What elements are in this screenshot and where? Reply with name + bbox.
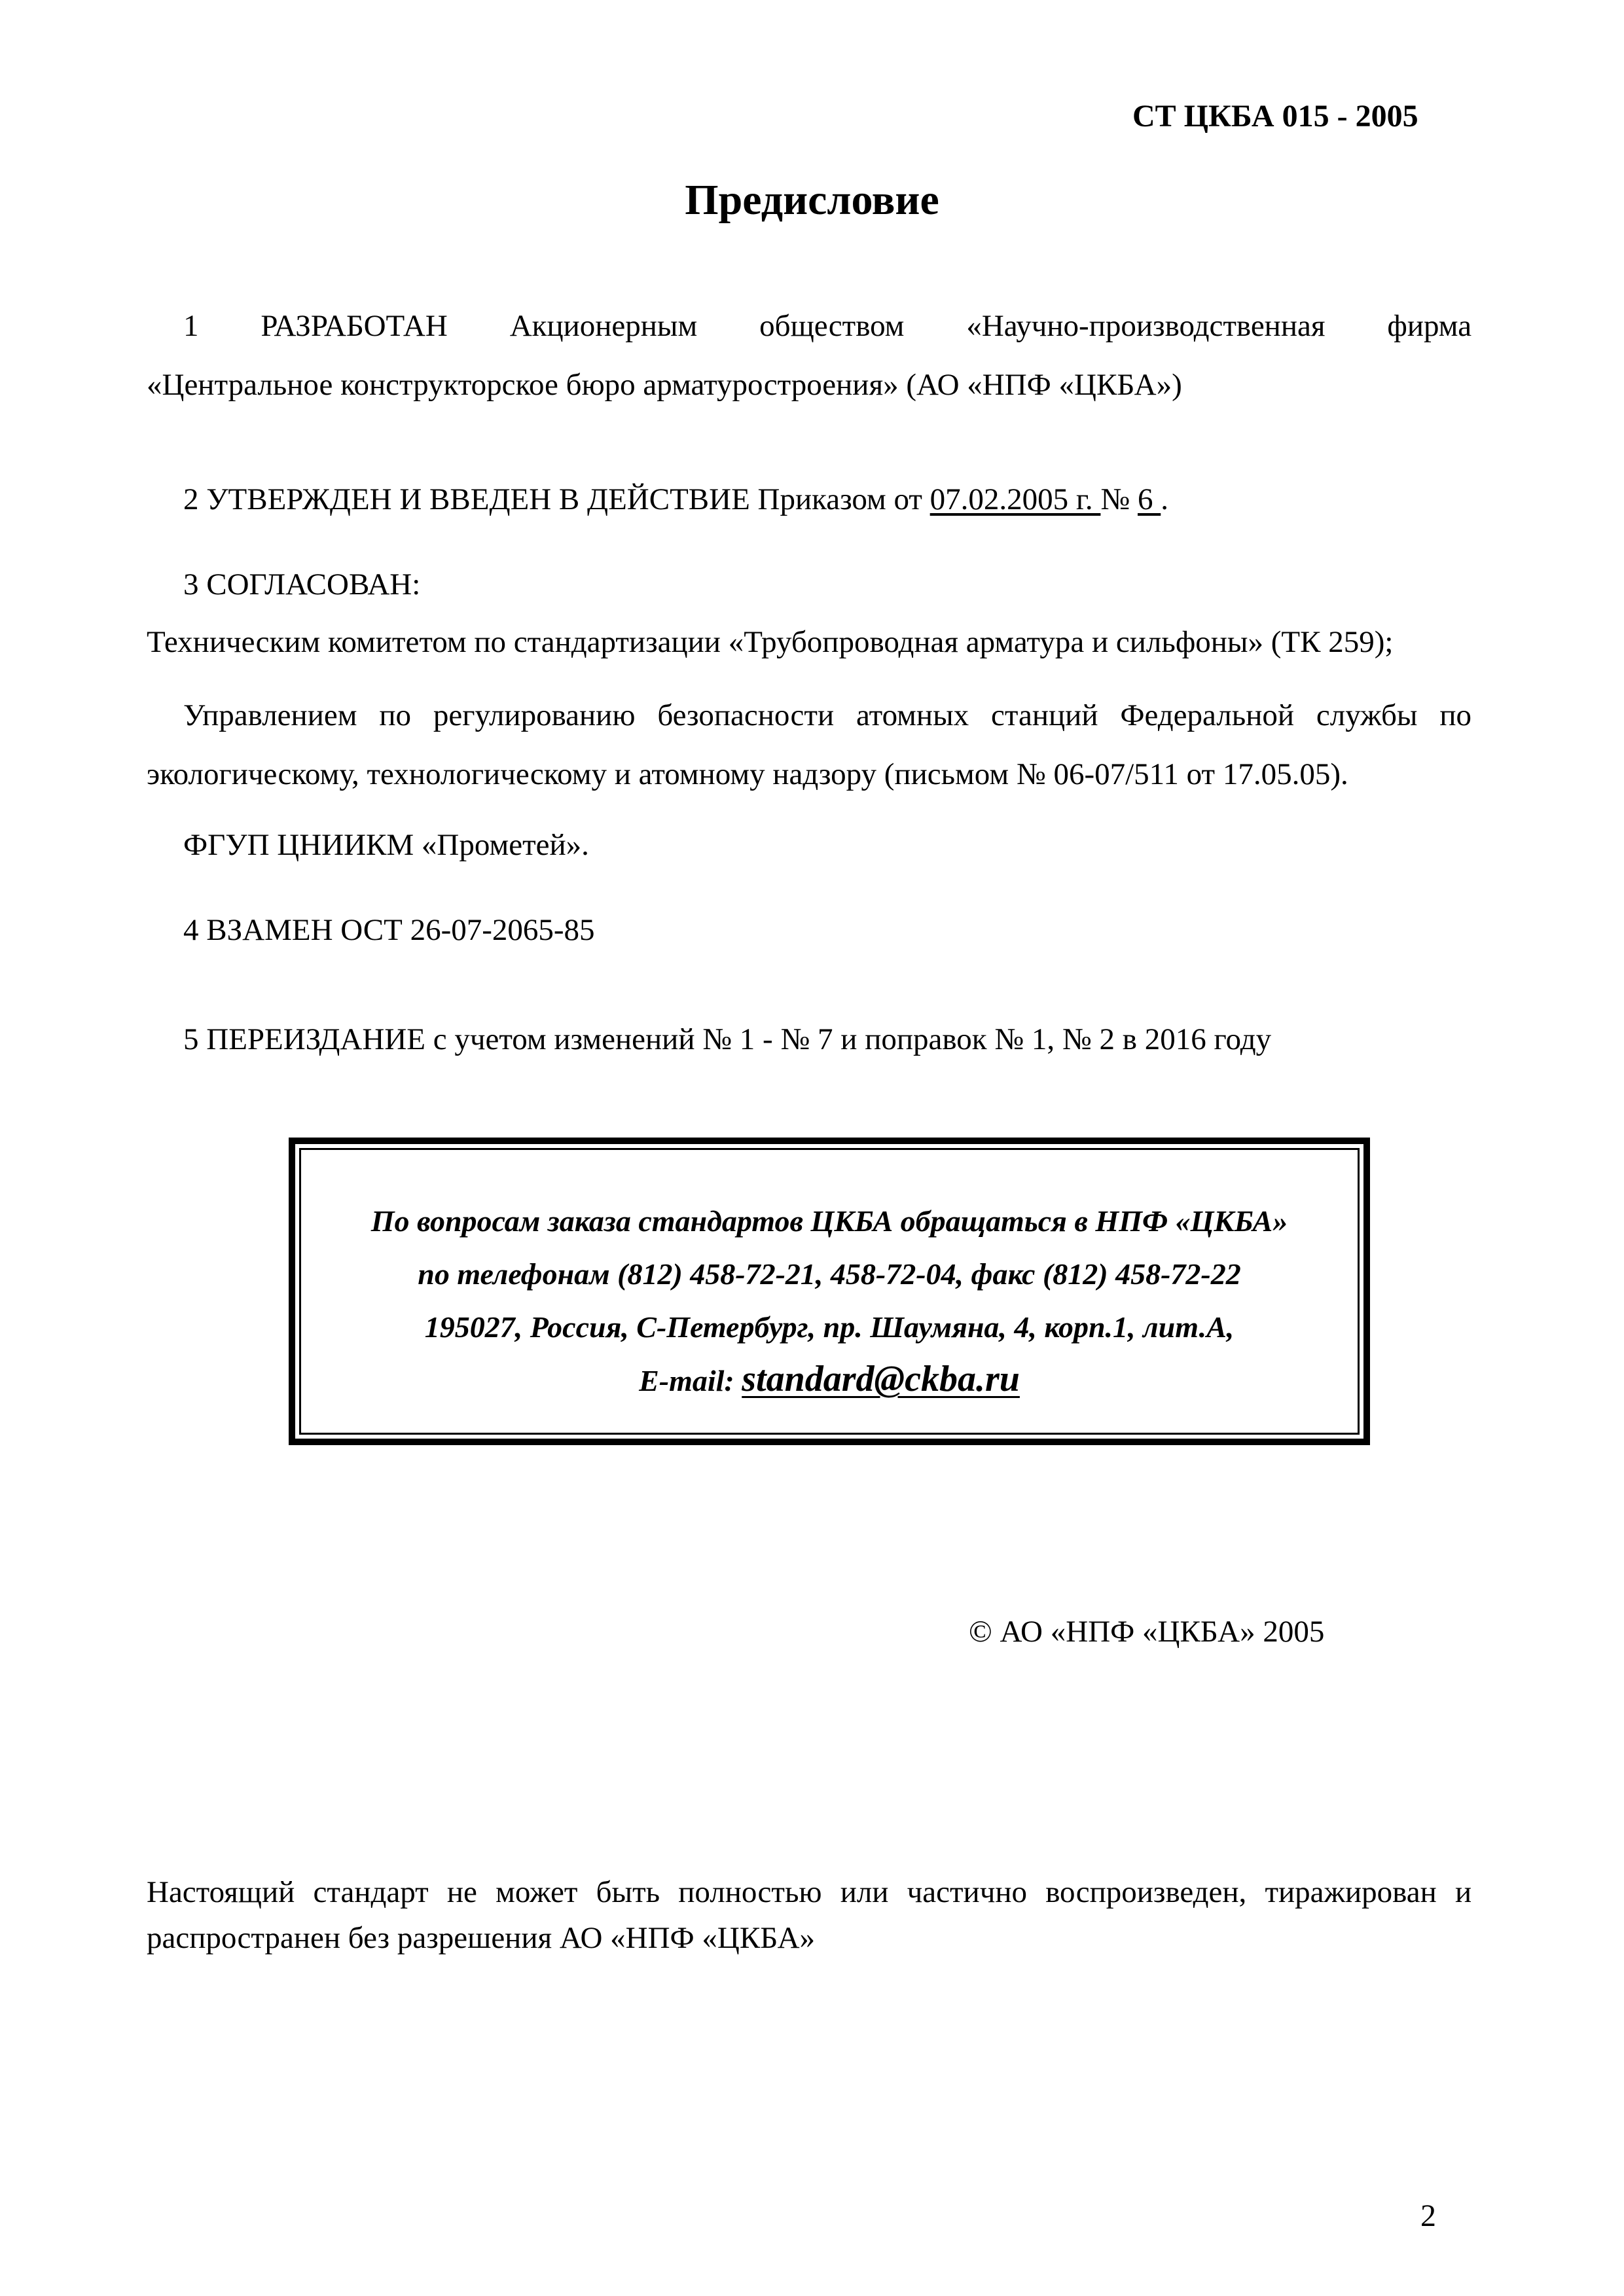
item-3-heading: 3 СОГЛАСОВАН:: [183, 567, 421, 601]
contact-notice-box: [289, 1138, 1370, 1445]
footer-notice-line-1: [147, 1877, 1471, 1908]
footer-word: не: [446, 1875, 477, 1909]
email-link[interactable]: standard@ckba.ru: [742, 1359, 1020, 1399]
footer-word: или: [840, 1875, 889, 1909]
footer-word: может: [496, 1875, 578, 1909]
footer-word: стандарт: [313, 1875, 429, 1909]
contact-notice-inner-frame: [299, 1148, 1360, 1435]
footer-word: быть: [596, 1875, 660, 1909]
item-1-word: фирма: [1387, 309, 1472, 343]
footer-notice-line-2: распространен без разрешения АО «НПФ «ЦКБА»: [147, 1921, 816, 1955]
footer-word: воспроизведен,: [1045, 1875, 1247, 1909]
notice-line-3: 195027, Россия, С-Петербург, пр. Шаумяна, 4, корп.1, лит.А,: [424, 1310, 1235, 1344]
footer-word: Настоящий: [147, 1875, 295, 1909]
item-3-word: атомных: [856, 698, 969, 732]
item-2-prefix: 2 УТВЕРЖДЕН И ВВЕДЕН В ДЕЙСТВИЕ Приказом от: [183, 482, 930, 516]
item-3-word: безопасности: [657, 698, 835, 732]
item-2-line: [183, 484, 1168, 515]
footer-word: и: [1454, 1875, 1472, 1909]
item-3-line-1: Техническим комитетом по стандартизации «Трубопроводная арматура и сильфоны» (ТК 259);: [147, 625, 1394, 659]
item-3-word: регулированию: [433, 698, 636, 732]
item-1-line-1: [183, 311, 1471, 342]
item-1-word: «Научно-производственная: [966, 309, 1326, 343]
footer-word: тиражирован: [1265, 1875, 1437, 1909]
item-1-word: Акционерным: [509, 309, 698, 343]
notice-line-1: По вопросам заказа стандартов ЦКБА обращаться в НПФ «ЦКБА»: [370, 1204, 1288, 1238]
item-2-number-label: №: [1100, 482, 1138, 516]
item-2-suffix: .: [1161, 482, 1168, 516]
footer-word: частично: [907, 1875, 1027, 1909]
item-3-line-4: ФГУП ЦНИИКМ «Прометей».: [183, 828, 589, 862]
item-4-line: 4 ВЗАМЕН ОСТ 26-07-2065-85: [183, 913, 595, 947]
item-3-word: Управлением: [183, 698, 357, 732]
item-2-date: 07.02.2005 г.: [929, 482, 1101, 516]
item-1-word: РАЗРАБОТАН: [261, 309, 448, 343]
item-1-line-2: «Центральное конструкторское бюро арматуростроения» (АО «НПФ «ЦКБА»): [147, 368, 1182, 402]
item-3-word: службы: [1316, 698, 1418, 732]
item-3-word: по: [379, 698, 412, 732]
footer-word: полностью: [678, 1875, 822, 1909]
item-1-word: обществом: [759, 309, 905, 343]
notice-line-4: [301, 1358, 1358, 1400]
item-3-word: по: [1439, 698, 1471, 732]
item-3-word: Федеральной: [1120, 698, 1295, 732]
page-number: 2: [1420, 2198, 1436, 2233]
email-label: E-mail:: [639, 1364, 742, 1397]
item-5-line: 5 ПЕРЕИЗДАНИЕ с учетом изменений № 1 - № 7 и поправок № 1, № 2 в 2016 году: [183, 1022, 1272, 1056]
item-3-line-2: [183, 700, 1471, 731]
document-code: СТ ЦКБА 015 - 2005: [1132, 99, 1418, 134]
page-title: Предисловие: [685, 176, 939, 224]
copyright-notice: © АО «НПФ «ЦКБА» 2005: [969, 1615, 1325, 1649]
item-3-line-3: экологическому, технологическому и атомному надзору (письмом № 06-07/511 от 17.05.05).: [147, 757, 1348, 791]
item-3-word: станций: [991, 698, 1098, 732]
item-1-number: 1: [183, 309, 199, 343]
item-2-number-value: 6: [1138, 482, 1161, 516]
notice-line-2: по телефонам (812) 458-72-21, 458-72-04, факс (812) 458-72-22: [418, 1257, 1241, 1291]
